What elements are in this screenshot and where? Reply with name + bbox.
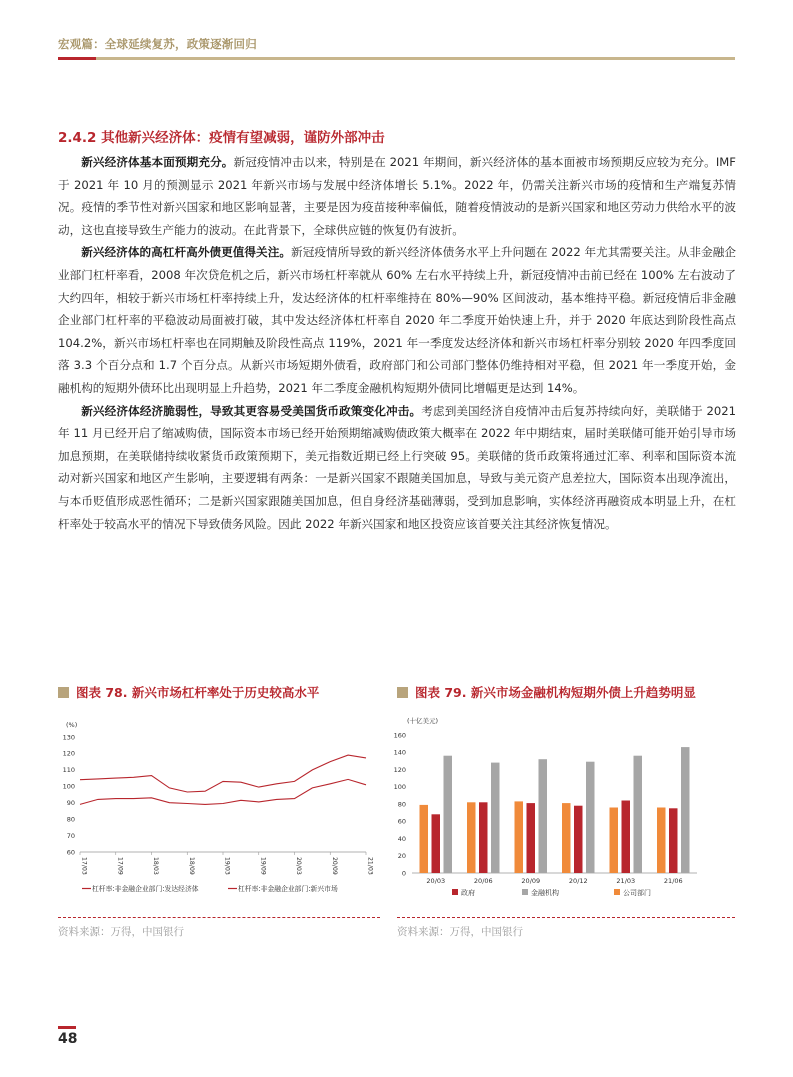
- paragraph: [58, 400, 736, 536]
- x-tick-label: 18/03: [152, 857, 159, 875]
- y-tick-label: 40: [397, 834, 406, 843]
- y-tick-label: 60: [66, 848, 75, 857]
- bar-公司部门: [610, 808, 619, 874]
- x-tick-label: 21/03: [366, 857, 374, 875]
- bar-金融机构: [681, 747, 690, 873]
- bar-公司部门: [420, 805, 429, 873]
- x-tick-label: 19/09: [259, 857, 267, 875]
- square-icon: [397, 687, 408, 698]
- figure-79-title-text: 图表 79. 新兴市场金融机构短期外债上升趋势明显: [415, 685, 696, 700]
- square-icon: [58, 687, 69, 698]
- y-axis-unit: (十亿美元): [407, 717, 439, 725]
- x-tick-label: 21/06: [663, 877, 683, 885]
- x-tick-label: 20/03: [426, 877, 446, 885]
- figure-78-divider: [58, 917, 380, 918]
- x-tick-label: 21/03: [616, 877, 636, 885]
- figure-79-title: [397, 683, 696, 701]
- bar-政府: [479, 802, 488, 873]
- bar-政府: [527, 803, 536, 873]
- bar-公司部门: [657, 808, 666, 874]
- y-tick-label: 80: [397, 800, 406, 809]
- y-tick-label: 110: [62, 766, 75, 775]
- leverage-line-chart: [58, 710, 378, 905]
- legend-label: 杠杆率:非金融企业部门:新兴市场: [238, 885, 338, 893]
- bar-公司部门: [515, 801, 524, 873]
- header-rule: [58, 57, 735, 60]
- series-line-2: [80, 755, 366, 792]
- bar-金融机构: [586, 762, 595, 873]
- y-tick-label: 120: [62, 749, 75, 758]
- short-term-debt-bar-chart: [393, 710, 737, 905]
- paragraph-lead: 新兴经济体基本面预期充分。: [81, 155, 234, 169]
- legend-label: 金融机构: [531, 889, 559, 897]
- paragraph-lead: 新兴经济体经济脆弱性，导致其更容易受美国货币政策变化冲击。: [81, 403, 422, 418]
- x-tick-label: 19/03: [223, 857, 231, 875]
- legend-label: 政府: [461, 889, 475, 897]
- bar-政府: [432, 814, 441, 873]
- page-number-mark: [58, 1026, 76, 1029]
- figure-79-divider: [397, 917, 735, 918]
- y-tick-label: 120: [393, 765, 406, 774]
- body-text: [58, 151, 736, 535]
- paragraph-lead: 新兴经济体的高杠杆高外债更值得关注。: [81, 245, 292, 260]
- series-line-1: [80, 779, 366, 804]
- bar-金融机构: [539, 759, 548, 873]
- y-tick-label: 60: [397, 817, 406, 826]
- header-rule-accent: [58, 57, 96, 60]
- legend-label: 公司部门: [623, 889, 651, 897]
- y-tick-label: 80: [66, 815, 75, 824]
- section-title: 2.4.2 其他新兴经济体：疫情有望减弱，谨防外部冲击: [58, 130, 385, 146]
- figure-78-title-text: 图表 78. 新兴市场杠杆率处于历史较高水平: [76, 685, 320, 700]
- page-number: 48: [58, 1031, 78, 1047]
- bar-金融机构: [444, 756, 453, 873]
- bar-公司部门: [562, 803, 571, 873]
- figure-78-title: [58, 683, 319, 701]
- figure-78-source: 资料来源：万得，中国银行: [58, 926, 184, 938]
- bar-金融机构: [491, 763, 500, 873]
- y-axis-unit: (%): [66, 721, 78, 729]
- legend-swatch: [522, 889, 528, 895]
- paragraph-text: 新冠疫情冲击以来，特别是在 2021 年期间，新兴经济体的基本面被市场预期反应较为充分。IMF 于 2021 年 10 月的预测显示 2021 年新兴市场与发展中经济体增长 5.1%。2022 年，仍需关注新兴市场的疫情和生产端复苏情况。疫情的季节性对新兴国家和地区影响显著，主要是因为疫苗接种率偏低，随着疫情波动的是新兴国家和地区劳动力供给水平的波动，这也直接导致生产能力的波动。在此背景下，全球供应链的恢复仍有波折。: [58, 155, 736, 237]
- y-tick-label: 160: [393, 731, 406, 740]
- legend-swatch: [452, 889, 458, 895]
- y-tick-label: 100: [62, 782, 75, 791]
- y-tick-label: 130: [62, 733, 75, 742]
- x-tick-label: 20/12: [568, 877, 588, 885]
- x-tick-label: 18/09: [187, 857, 195, 875]
- y-tick-label: 100: [393, 783, 406, 792]
- header-title: 宏观篇：全球延续复苏，政策逐渐回归: [58, 37, 257, 51]
- y-tick-label: 70: [66, 831, 75, 840]
- y-tick-label: 90: [66, 799, 75, 808]
- y-tick-label: 20: [397, 852, 406, 861]
- bar-政府: [574, 806, 583, 873]
- paragraph-text: 新冠疫情所导致的新兴经济体债务水平上升问题在 2022 年尤其需要关注。从非金融企业部门杠杆率看，2008 年次贷危机之后，新兴市场杠杆率就从 60% 左右水平持续上升，新冠疫情冲击前已经在 100% 左右波动了大约四年，相较于新兴市场杠杆率持续上升，发达经济体的杠杆率维持在 80%—90% 区间波动，基本维持平稳。新冠疫情后非金融企业部门杠杆率的平稳波动局面被打破，其中发达经济体杠杆率自 2020 年二季度开始快速上升，并于 2020 年底达到阶段性高点 104.2%，新兴市场杠杆率也在同期触及阶段性高点 119%，2021 年一季度发达经济体和新兴市场杠杆率分别较 2020 年四季度回落 3.3 个百分点和 1.7 个百分点。从新兴市场短期外债看，政府部门和公司部门整体仍维持相对平稳，但 2021 年一季度开始，金融机构的短期外债环比出现明显上升趋势，2021 年二季度金融机构短期外债同比增幅更是达到 14%。: [58, 245, 736, 395]
- legend-label: 杠杆率:非金融企业部门:发达经济体: [92, 885, 199, 893]
- bar-公司部门: [467, 802, 476, 873]
- paragraph: [58, 151, 736, 241]
- legend-swatch: [614, 889, 620, 895]
- x-tick-label: 20/09: [521, 877, 541, 885]
- y-tick-label: 0: [401, 869, 406, 878]
- x-tick-label: 17/09: [116, 857, 124, 875]
- bar-政府: [669, 808, 678, 873]
- paragraph-text: 考虑到美国经济自疫情冲击后复苏持续向好，美联储于 2021 年 11 月已经开启了缩减购债，国际资本市场已经开始预期缩减购债政策大概率在 2022 年中期结束，届时美联储可能开始引导市场加息预期，在美联储持续收紧货币政策预期下，美元指数近期已经上行突破 95。美联储的货币政策将通过汇率、利率和国际资本流动对新兴国家和地区产生影响，主要逻辑有两条：一是新兴国家不跟随美国加息，导致与美元资产息差拉大，国际资本出现净流出，与本币贬值形成恶性循环；二是新兴国家跟随美国加息，但自身经济基础薄弱，受到加息影响，实体经济再融资成本明显上升，在杠杆率处于较高水平的情况下导致债务风险。因此 2022 年新兴国家和地区投资应该首要关注其经济恢复情况。: [58, 403, 736, 531]
- paragraph: [58, 241, 736, 399]
- x-tick-label: 20/06: [473, 877, 493, 885]
- x-tick-label: 20/03: [295, 857, 302, 875]
- bar-政府: [622, 801, 631, 874]
- figure-79-source: 资料来源：万得，中国银行: [397, 926, 523, 938]
- x-tick-label: 20/09: [330, 857, 338, 875]
- bar-金融机构: [634, 756, 643, 873]
- x-tick-label: 17/03: [80, 857, 88, 875]
- y-tick-label: 140: [393, 748, 406, 757]
